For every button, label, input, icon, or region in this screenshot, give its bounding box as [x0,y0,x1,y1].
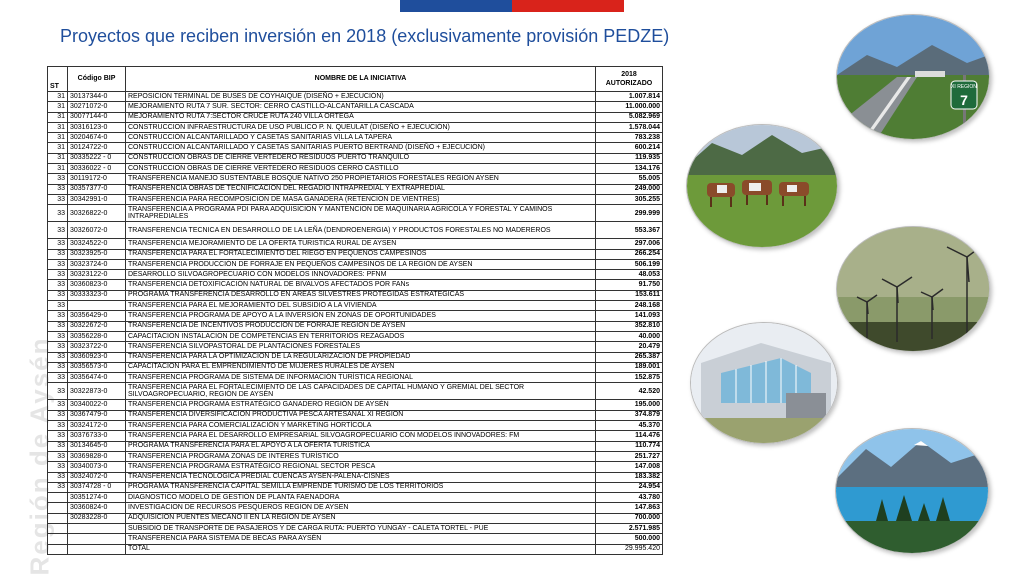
st-cell: 31 [48,122,68,132]
name-cell: DIAGNOSTICO MODELO DE GESTIÓN DE PLANTA FAENADORA [126,493,596,503]
name-cell: CONSTRUCCION OBRAS DE CIERRE VERTEDERO RESIDUOS PUERTO TRANQUILO [126,153,596,163]
bip-cell: 30322873-0 [68,383,126,400]
name-cell: TRANSFERENCIA OBRAS DE TECNIFICACIÓN DEL REGADÍO INTRAPREDIAL Y EXTRAPREDIAL [126,184,596,194]
bip-cell: 30323122-0 [68,270,126,280]
total-amount: 29.995.420 [596,544,663,554]
name-cell: PROGRAMA TRANSFERENCIA DESARROLLO EN ÁREAS SILVESTRES PROTEGIDAS ESTRATÉGICAS [126,290,596,300]
name-cell: TRANSFERENCIA MANEJO SUSTENTABLE BOSQUE NATIVO 250 PROPIETARIOS FORESTALES REGION AYSEN [126,174,596,184]
bip-cell: 30324072-0 [68,472,126,482]
total-label: TOTAL [126,544,596,554]
st-cell: 33 [48,441,68,451]
st-cell: 31 [48,164,68,174]
table-row [48,383,663,400]
amount-cell: 43.780 [596,493,663,503]
name-cell: CONSTRUCCION OBRAS DE CIERRE VERTEDERO RESIDUOS CERRO CASTILLO [126,164,596,174]
st-cell: 33 [48,174,68,184]
table-row [48,410,663,420]
header-amount [596,67,663,92]
name-cell: TRANSFERENCIA TECNOLÓGICA PREDIAL CUENCAS AYSEN-PALENA-CISNES [126,472,596,482]
st-cell: 33 [48,301,68,311]
amount-cell: 141.093 [596,311,663,321]
amount-cell: 45.370 [596,421,663,431]
bip-cell: 30376733-0 [68,431,126,441]
amount-cell: 153.611 [596,290,663,300]
total-st-cell [48,544,68,554]
bip-cell: 30360923-0 [68,352,126,362]
bip-cell [68,534,126,544]
total-bip-cell [68,544,126,554]
table-row [48,174,663,184]
amount-cell: 251.727 [596,451,663,461]
bip-cell: 30335222 - 0 [68,153,126,163]
st-cell: 33 [48,270,68,280]
amount-cell: 506.199 [596,259,663,269]
name-cell: CAPACITACION INSTALACION DE COMPETENCIAS EN TERRITORIOS REZAGADOS [126,331,596,341]
table-row [48,164,663,174]
table-row [48,321,663,331]
name-cell: TRANSFERENCIA PROGRAMA DE SISTEMA DE INFORMACIÓN TURÍSTICA REGIONAL [126,373,596,383]
route-sign-number: 7 [960,92,968,108]
bip-cell: 30356429-0 [68,311,126,321]
amount-cell: 297.006 [596,239,663,249]
amount-cell: 119.935 [596,153,663,163]
bip-cell: 30326072-0 [68,222,126,239]
amount-cell: 500.000 [596,534,663,544]
table-row [48,249,663,259]
name-cell: TRANSFERENCIA PROGRAMA ESTRATÉGICO GANADERO REGIÓN DE AYSÉN [126,400,596,410]
table-row [48,112,663,122]
name-cell: TRANSFERENCIA PARA EL FORTALECIMIENTO DEL RIEGO EN PEQUEÑOS CAMPESINOS [126,249,596,259]
name-cell: MEJORAMIENTO RUTA 7:SECTOR CRUCE RUTA 240 VILLA ORTEGA [126,112,596,122]
table-row [48,513,663,523]
st-cell: 33 [48,400,68,410]
table-row [48,280,663,290]
bip-cell: 30134645-0 [68,441,126,451]
st-cell: 33 [48,482,68,492]
table-row [48,441,663,451]
top-color-bar [400,0,624,12]
bip-cell: 30360823-0 [68,280,126,290]
st-cell: 33 [48,249,68,259]
table-row [48,239,663,249]
name-cell: DESARROLLO SILVOAGROPECUARIO CON MODELOS INNOVADORES: PFNM [126,270,596,280]
name-cell: SUBSIDIO DE TRANSPORTE DE PASAJEROS Y DE CARGA RUTA: PUERTO YUNGAY - CALETA TORTEL - PUE [126,523,596,533]
name-cell: TRANSFERENCIA MEJORAMIENTO DE LA OFERTA TURISTICA RURAL DE AYSEN [126,239,596,249]
st-cell: 33 [48,352,68,362]
bip-cell: 30326822-0 [68,205,126,222]
table-row [48,222,663,239]
table-row [48,290,663,300]
amount-cell: 248.168 [596,301,663,311]
table-row [48,102,663,112]
table-row [48,301,663,311]
st-cell: 33 [48,451,68,461]
table-row [48,482,663,492]
building-photo [690,322,838,444]
st-cell: 31 [48,92,68,102]
table-row [48,143,663,153]
bip-cell: 30333323-0 [68,290,126,300]
st-cell: 33 [48,431,68,441]
bip-cell: 30357377-0 [68,184,126,194]
route-sign-region-text: XI REGION [951,84,977,90]
st-cell: 33 [48,383,68,400]
st-cell: 33 [48,410,68,420]
amount-cell: 189.001 [596,362,663,372]
name-cell: TRANSFERENCIA PROGRAMA ZONAS DE INTERES TURÍSTICO [126,451,596,461]
table-row [48,472,663,482]
table-row [48,362,663,372]
st-cell: 33 [48,462,68,472]
amount-cell: 1.007.814 [596,92,663,102]
name-cell: REPOSICION TERMINAL DE BUSES DE COYHAIQUE (DISEÑO + EJECUCIÓN) [126,92,596,102]
table-row [48,342,663,352]
table-row [48,133,663,143]
name-cell: TRANSFERENCIA TECNICA EN DESARROLLO DE LA LEÑA (DENDROENERGIA) Y PRODUCTOS FORESTALES NO MADEREROS [126,222,596,239]
name-cell: TRANSFERENCIA PARA EL DESARROLLO EMPRESARIAL SILVOAGROPECUARIO CON MODELOS INNOVADORES: FM [126,431,596,441]
bip-cell: 30324522-0 [68,239,126,249]
bip-cell: 30324172-0 [68,421,126,431]
bip-cell: 30204674-0 [68,133,126,143]
header-bip: Código BIP [68,67,126,92]
bip-cell: 30360824-0 [68,503,126,513]
bip-cell: 30283228-0 [68,513,126,523]
total-row [48,544,663,554]
st-cell: 31 [48,133,68,143]
bip-cell: 30340022-0 [68,400,126,410]
bip-cell: 30336022 - 0 [68,164,126,174]
table-row [48,523,663,533]
table-header-row [48,67,663,92]
bip-cell: 30119172-0 [68,174,126,184]
side-region-label: Región de Aysén [24,336,55,576]
st-cell: 33 [48,373,68,383]
slide-title: Proyectos que reciben inversión en 2018 (exclusivamente provisión PEDZE) [60,26,670,46]
amount-cell: 195.000 [596,400,663,410]
st-cell [48,534,68,544]
st-cell: 33 [48,222,68,239]
table-row [48,92,663,102]
amount-cell: 700.000 [596,513,663,523]
amount-cell: 134.176 [596,164,663,174]
name-cell: TRANSFERENCIA PRODUCCIÓN DE FORRAJE EN PEQUEÑOS CAMPESINOS DE LA REGIÓN DE AYSEN [126,259,596,269]
table-row [48,400,663,410]
amount-cell: 48.053 [596,270,663,280]
amount-cell: 2.571.985 [596,523,663,533]
table-row [48,184,663,194]
name-cell: TRANSFERENCIA PARA RECOMPOSICION DE MASA GANADERA (RETENCION DE VIENTRES) [126,194,596,204]
header-name: NOMBRE DE LA INICIATIVA [126,67,596,92]
st-cell [48,503,68,513]
amount-cell: 42.520 [596,383,663,400]
top-bar-blue [400,0,512,12]
name-cell: TRANSFERENCIA PARA EL FORTALECIMIENTO DE LAS CAPACIDADES DE CAPITAL HUMANO Y GREMIAL DEL SECTOR SILVOAGROPECUARIO, REGIÓN DE AYSÉN [126,383,596,400]
amount-cell: 183.382 [596,472,663,482]
top-bar-red [512,0,624,12]
amount-cell: 249.000 [596,184,663,194]
st-cell: 33 [48,421,68,431]
table-row [48,373,663,383]
name-cell: TRANSFERENCIA DE INCENTIVOS PRODUCCION DE FORRAJE REGION DE AYSEN [126,321,596,331]
table-row [48,270,663,280]
st-cell: 33 [48,184,68,194]
header-st: ST [48,67,68,92]
table-row [48,431,663,441]
bip-cell: 30374728 - 0 [68,482,126,492]
table-row [48,122,663,132]
table-row [48,259,663,269]
bip-cell: 30322672-0 [68,321,126,331]
bip-cell: 30342991-0 [68,194,126,204]
st-cell: 31 [48,153,68,163]
table-row [48,421,663,431]
bip-cell: 30137344-0 [68,92,126,102]
amount-cell: 305.255 [596,194,663,204]
amount-cell: 5.082.969 [596,112,663,122]
name-cell: TRANSFERENCIA PROGRAMA ESTRATÉGICO REGIONAL SECTOR PESCA [126,462,596,472]
name-cell: MEJORAMIENTO RUTA 7 SUR. SECTOR: CERRO CASTILLO-ALCANTARILLA CASCADA [126,102,596,112]
name-cell: ADQUISICION PUENTES MECANO II EN LA REGIÓN DE AYSÉN [126,513,596,523]
name-cell: CONSTRUCCION ALCANTARILLADO Y CASETAS SANITARIAS PUERTO BERTRAND (DISEÑO + EJECUCIÓN) [126,143,596,153]
amount-cell: 91.750 [596,280,663,290]
amount-cell: 55.005 [596,174,663,184]
name-cell: PROGRAMA TRANSFERENCIA CAPITAL SEMILLA EMPRENDE TURISMO DE LOS TERRITORIOS [126,482,596,492]
amount-cell: 299.999 [596,205,663,222]
st-cell: 33 [48,472,68,482]
st-cell [48,523,68,533]
st-cell: 33 [48,362,68,372]
road-photo [836,14,990,140]
table-row [48,462,663,472]
name-cell: TRANSFERENCIA PARA SISTEMA DE BECAS PARA AYSÉN [126,534,596,544]
name-cell: CONSTRUCCIÓN ALCANTARILLADO Y CASETAS SANITARIAS VILLA LA TAPERA [126,133,596,143]
amount-cell: 110.774 [596,441,663,451]
wind-turbines-photo [836,226,990,352]
name-cell: TRANSFERENCIA DIVERSIFICACION PRODUCTIVA PESCA ARTESANAL XI REGION [126,410,596,420]
amount-cell: 374.879 [596,410,663,420]
amount-cell: 266.254 [596,249,663,259]
st-cell: 33 [48,280,68,290]
st-cell: 33 [48,239,68,249]
st-cell: 33 [48,342,68,352]
bip-cell: 30367479-0 [68,410,126,420]
bip-cell: 30356573-0 [68,362,126,372]
st-cell: 33 [48,321,68,331]
amount-cell: 40.000 [596,331,663,341]
amount-cell: 152.875 [596,373,663,383]
st-cell: 33 [48,311,68,321]
bip-cell: 30323722-0 [68,342,126,352]
amount-cell: 352.810 [596,321,663,331]
table-row [48,153,663,163]
lake-photo [835,428,989,554]
st-cell [48,513,68,523]
amount-cell: 783.238 [596,133,663,143]
bip-cell: 30271072-0 [68,102,126,112]
st-cell: 33 [48,331,68,341]
name-cell: TRANSFERENCIA PARA COMERCIALIZACIÓN Y MARKETING HORTÍCOLA [126,421,596,431]
amount-cell: 11.000.000 [596,102,663,112]
bip-cell: 30077144-0 [68,112,126,122]
amount-cell: 553.367 [596,222,663,239]
name-cell: TRANSFERENCIA SILVOPASTORAL DE PLANTACIONES FORESTALES [126,342,596,352]
table-row [48,503,663,513]
cattle-photo [686,124,838,248]
bip-cell: 30351274-0 [68,493,126,503]
bip-cell: 30340073-0 [68,462,126,472]
amount-cell: 20.479 [596,342,663,352]
name-cell: TRANSFERENCIA A PROGRAMA PDI PARA ADQUISICION Y MANTENCION DE MAQUINARIA AGRICOLA Y FORESTAL Y CAMINOS INTRAPREDIALES [126,205,596,222]
table-row [48,194,663,204]
bip-cell [68,301,126,311]
st-cell: 33 [48,290,68,300]
st-cell: 31 [48,143,68,153]
investment-table [47,66,663,555]
st-cell: 31 [48,112,68,122]
name-cell: TRANSFERENCIA PARA EL MEJORAMIENTO DEL SUBSIDIO A LA VIVIENDA [126,301,596,311]
name-cell: CONSTRUCCION INFRAESTRUCTURA DE USO PUBLICO P. N. QUEULAT (DISEÑO + EJECUCIÓN) [126,122,596,132]
bip-cell: 30323724-0 [68,259,126,269]
table-row [48,311,663,321]
bip-cell: 30356474-0 [68,373,126,383]
name-cell: TRANSFERENCIA PARA LA OPTIMIZACIÓN DE LA REGULARIZACION DE PROPIEDAD [126,352,596,362]
name-cell: CAPACITACION PARA EL EMPRENDIMIENTO DE MUJERES RURALES DE AYSEN [126,362,596,372]
st-cell [48,493,68,503]
amount-cell: 1.578.044 [596,122,663,132]
bip-cell: 30316123-0 [68,122,126,132]
amount-cell: 147.008 [596,462,663,472]
name-cell: INVESTIGACION DE RECURSOS PESQUEROS REGION DE AYSEN [126,503,596,513]
amount-cell: 265.387 [596,352,663,362]
st-cell: 33 [48,194,68,204]
amount-cell: 24.954 [596,482,663,492]
bip-cell: 30356228-0 [68,331,126,341]
name-cell: TRANSFERENCIA PROGRAMA DE APOYO A LA INVERSIÓN EN ZONAS DE OPORTUNIDADES [126,311,596,321]
amount-cell: 114.476 [596,431,663,441]
st-cell: 33 [48,205,68,222]
bip-cell: 30124722-0 [68,143,126,153]
amount-cell: 600.214 [596,143,663,153]
bip-cell [68,523,126,533]
table-body [48,92,663,545]
header-amount-text: 2018 AUTORIZADO [605,71,653,87]
table-row [48,493,663,503]
bip-cell: 30323925-0 [68,249,126,259]
st-cell: 31 [48,102,68,112]
bip-cell: 30369828-0 [68,451,126,461]
table-row [48,331,663,341]
st-cell: 33 [48,259,68,269]
table-row [48,352,663,362]
name-cell: TRANSFERENCIA DETOXIFICACIÓN NATURAL DE BIVALVOS AFECTADOS POR FANs [126,280,596,290]
table-row [48,205,663,222]
table-row [48,534,663,544]
table-row [48,451,663,461]
name-cell: PROGRAMA TRANSFERENCIA PARA EL APOYO A LA OFERTA TURISTICA [126,441,596,451]
amount-cell: 147.863 [596,503,663,513]
